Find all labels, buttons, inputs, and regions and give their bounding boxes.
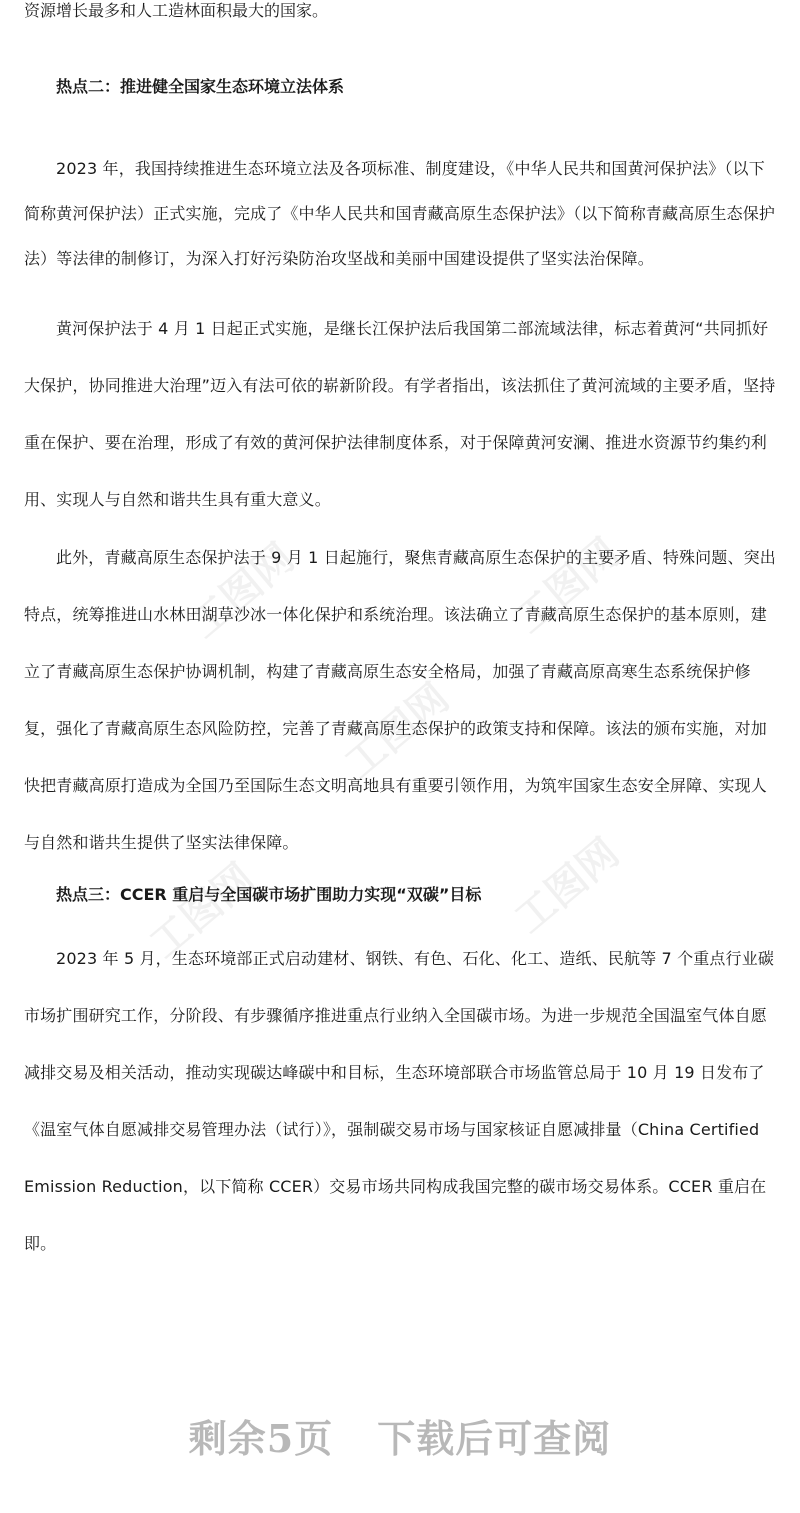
section2-paragraph: 2023 年，我国持续推进生态环境立法及各项标准、制度建设，《中华人民共和国黄河保护法》（以下简称黄河保护法）正式实施，完成了《中华人民共和国青藏高原生态保护法》（以下简称青藏高原生态保护法）等法律的制修订，为深入打好污染防治攻坚战和美丽中国建设提供了坚实法治保障。 bbox=[24, 159, 776, 268]
section2-paragraph: 此外，青藏高原生态保护法于 9 月 1 日起施行，聚焦青藏高原生态保护的主要矛盾、特殊问题、突出特点，统筹推进山水林田湖草沙冰一体化保护和系统治理。该法确立了青藏高原生态保护的基本原则，建立了青藏高原生态保护协调机制，构建了青藏高原生态安全格局，加强了青藏高原高寒生态系统保护修复，强化了青藏高原生态风险防控，完善了青藏高原生态保护的政策支持和保障。该法的颁布实施，对加快把青藏高原打造成为全国乃至国际生态文明高地具有重要引领作用，为筑牢国家生态安全屏障、实现人与自然和谐共生提供了坚实法律保障。 bbox=[24, 548, 776, 852]
watermark-logo: 工图网 bbox=[506, 829, 628, 943]
download-banner[interactable] bbox=[0, 1408, 800, 1463]
section3-paragraph: 2023 年 5 月，生态环境部正式启动建材、钢铁、有色、石化、化工、造纸、民航等 7 个重点行业碳市场扩围研究工作，分阶段、有步骤循序推进重点行业纳入全国碳市场。为进一步规范全国温室气体自愿减排交易及相关活动，推动实现碳达峰碳中和目标，生态环境部联合市场监管总局于 10 月 19 日发布了《温室气体自愿减排交易管理办法（试行）》，强制碳交易市场与国家核证自愿减排量（China Certified Emission Reduction，以下简称 CCER）交易市场共同构成我国完整的碳市场交易体系。CCER 重启在即。 bbox=[24, 948, 775, 1253]
watermark-logo: 工图网 bbox=[336, 674, 458, 788]
intro-tail-text: 资源增长最多和人工造林面积最大的国家。 bbox=[24, 1, 329, 20]
section2-heading: 热点二：推进健全国家生态环境立法体系 bbox=[56, 76, 345, 96]
watermark-logo: 工图网 bbox=[141, 854, 263, 968]
remaining-pages-text: 剩余5页 bbox=[188, 1416, 334, 1461]
download-prompt-text: 下载后可查阅 bbox=[377, 1416, 612, 1461]
section2-paragraph: 黄河保护法于 4 月 1 日起正式实施，是继长江保护法后我国第二部流域法律，标志着黄河“共同抓好大保护，协同推进大治理”迈入有法可依的崭新阶段。有学者指出，该法抓住了黄河流域的主要矛盾，坚持重在保护、要在治理，形成了有效的黄河保护法律制度体系，对于保障黄河安澜、推进水资源节约集约利用、实现人与自然和谐共生具有重大意义。 bbox=[24, 319, 776, 509]
watermark-logo: 工图网 bbox=[181, 534, 303, 648]
section3-heading: 热点三：CCER 重启与全国碳市场扩围助力实现“双碳”目标 bbox=[56, 885, 482, 904]
document-body bbox=[24, 0, 776, 1272]
watermark-logo: 工图网 bbox=[506, 529, 628, 643]
